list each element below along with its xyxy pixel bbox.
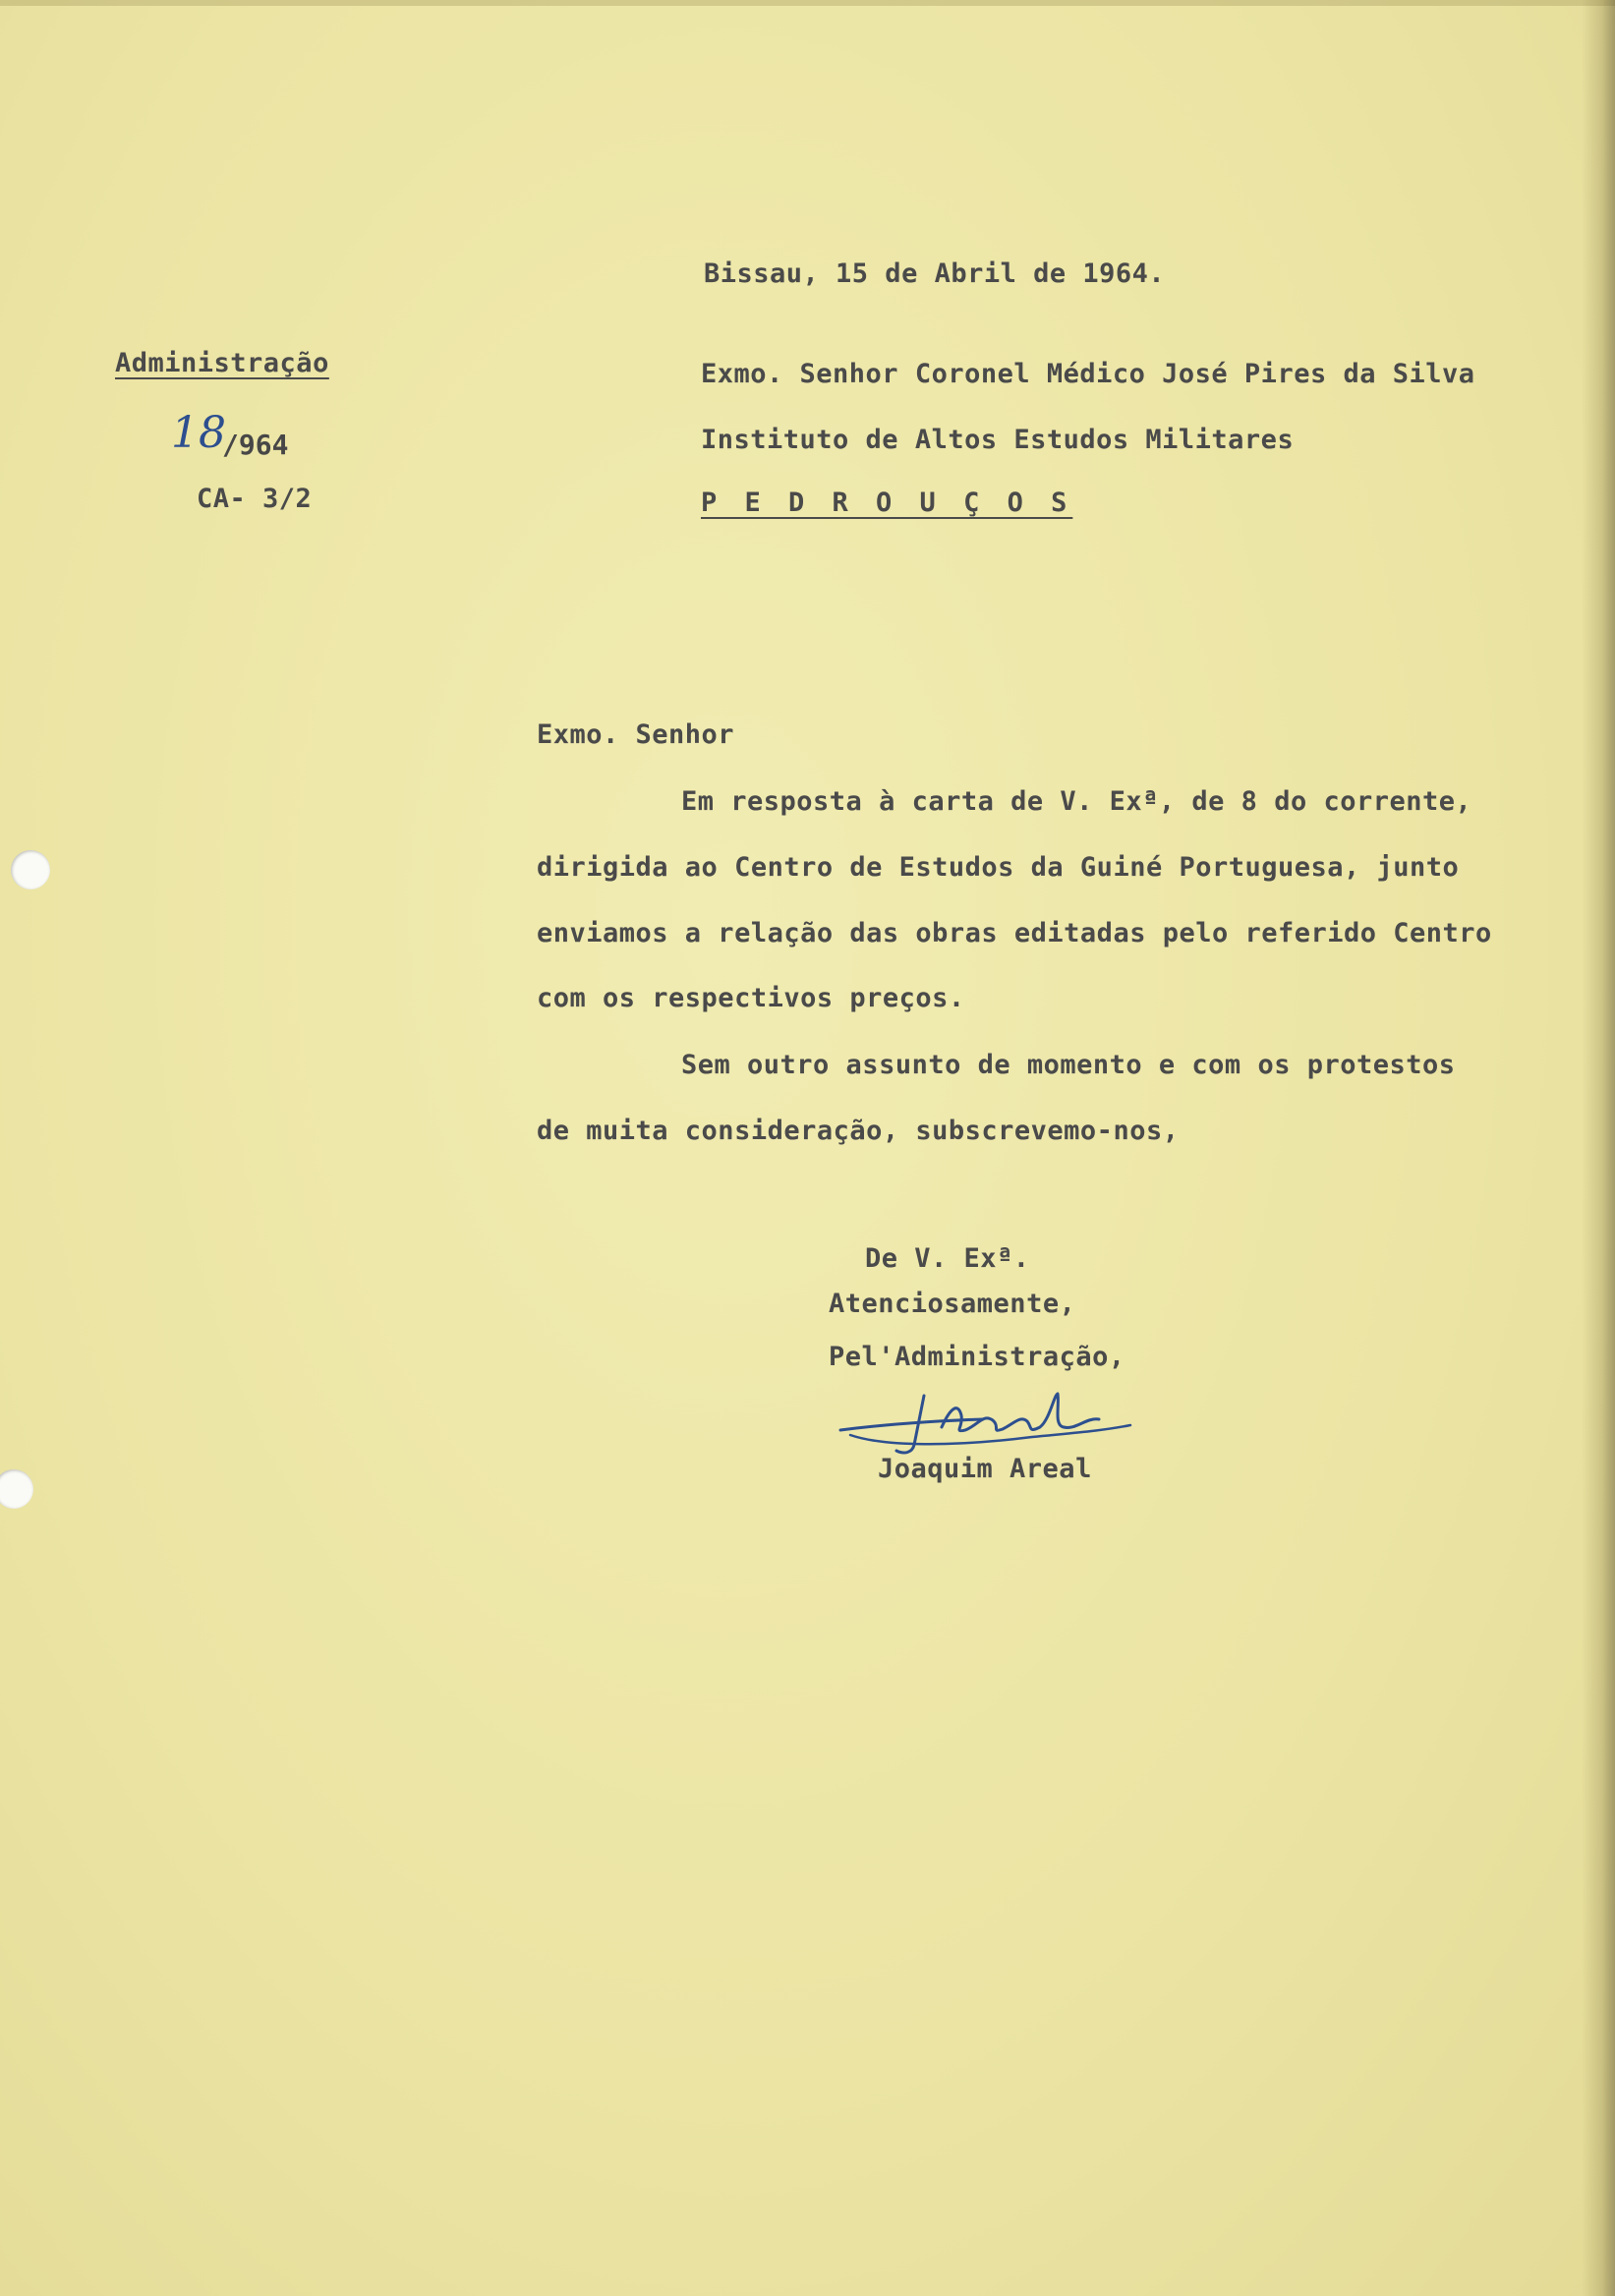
handwritten-reference-number: 18 bbox=[171, 408, 226, 458]
place-date: Bissau, 15 de Abril de 1964. bbox=[704, 258, 1166, 289]
recipient-line-2: Instituto de Altos Estudos Militares bbox=[701, 425, 1295, 455]
body-paragraph-2-line-2: de muita consideração, subscrevemo-nos, bbox=[537, 1116, 1180, 1146]
closing-line-3: Pel'Administração, bbox=[829, 1342, 1125, 1372]
reference-year: /964 bbox=[222, 429, 289, 461]
body-paragraph-1-line-2: dirigida ao Centro de Estudos da Guiné Portuguesa, junto bbox=[537, 852, 1460, 883]
body-paragraph-1-line-4: com os respectivos preços. bbox=[537, 983, 965, 1013]
paper-right-edge-shadow bbox=[1582, 0, 1615, 2296]
punch-hole-lower bbox=[0, 1469, 33, 1509]
body-paragraph-1-line-1: Em resposta à carta de V. Exª, de 8 do corrente, bbox=[681, 786, 1472, 817]
closing-line-2: Atenciosamente, bbox=[829, 1289, 1076, 1319]
closing-line-1: De V. Exª. bbox=[865, 1243, 1030, 1274]
recipient-city: P E D R O U Ç O S bbox=[701, 488, 1073, 518]
punch-hole-upper bbox=[11, 850, 50, 890]
body-paragraph-2-line-1: Sem outro assunto de momento e com os protestos bbox=[681, 1050, 1456, 1080]
signatory-name: Joaquim Areal bbox=[878, 1454, 1092, 1484]
recipient-line-1: Exmo. Senhor Coronel Médico José Pires da Silva bbox=[701, 359, 1475, 389]
department-label: Administração bbox=[115, 348, 329, 378]
body-paragraph-1-line-3: enviamos a relação das obras editadas pelo referido Centro bbox=[537, 918, 1492, 948]
paper-top-edge bbox=[0, 0, 1615, 6]
salutation: Exmo. Senhor bbox=[537, 719, 735, 750]
reference-code: CA- 3/2 bbox=[197, 484, 313, 514]
